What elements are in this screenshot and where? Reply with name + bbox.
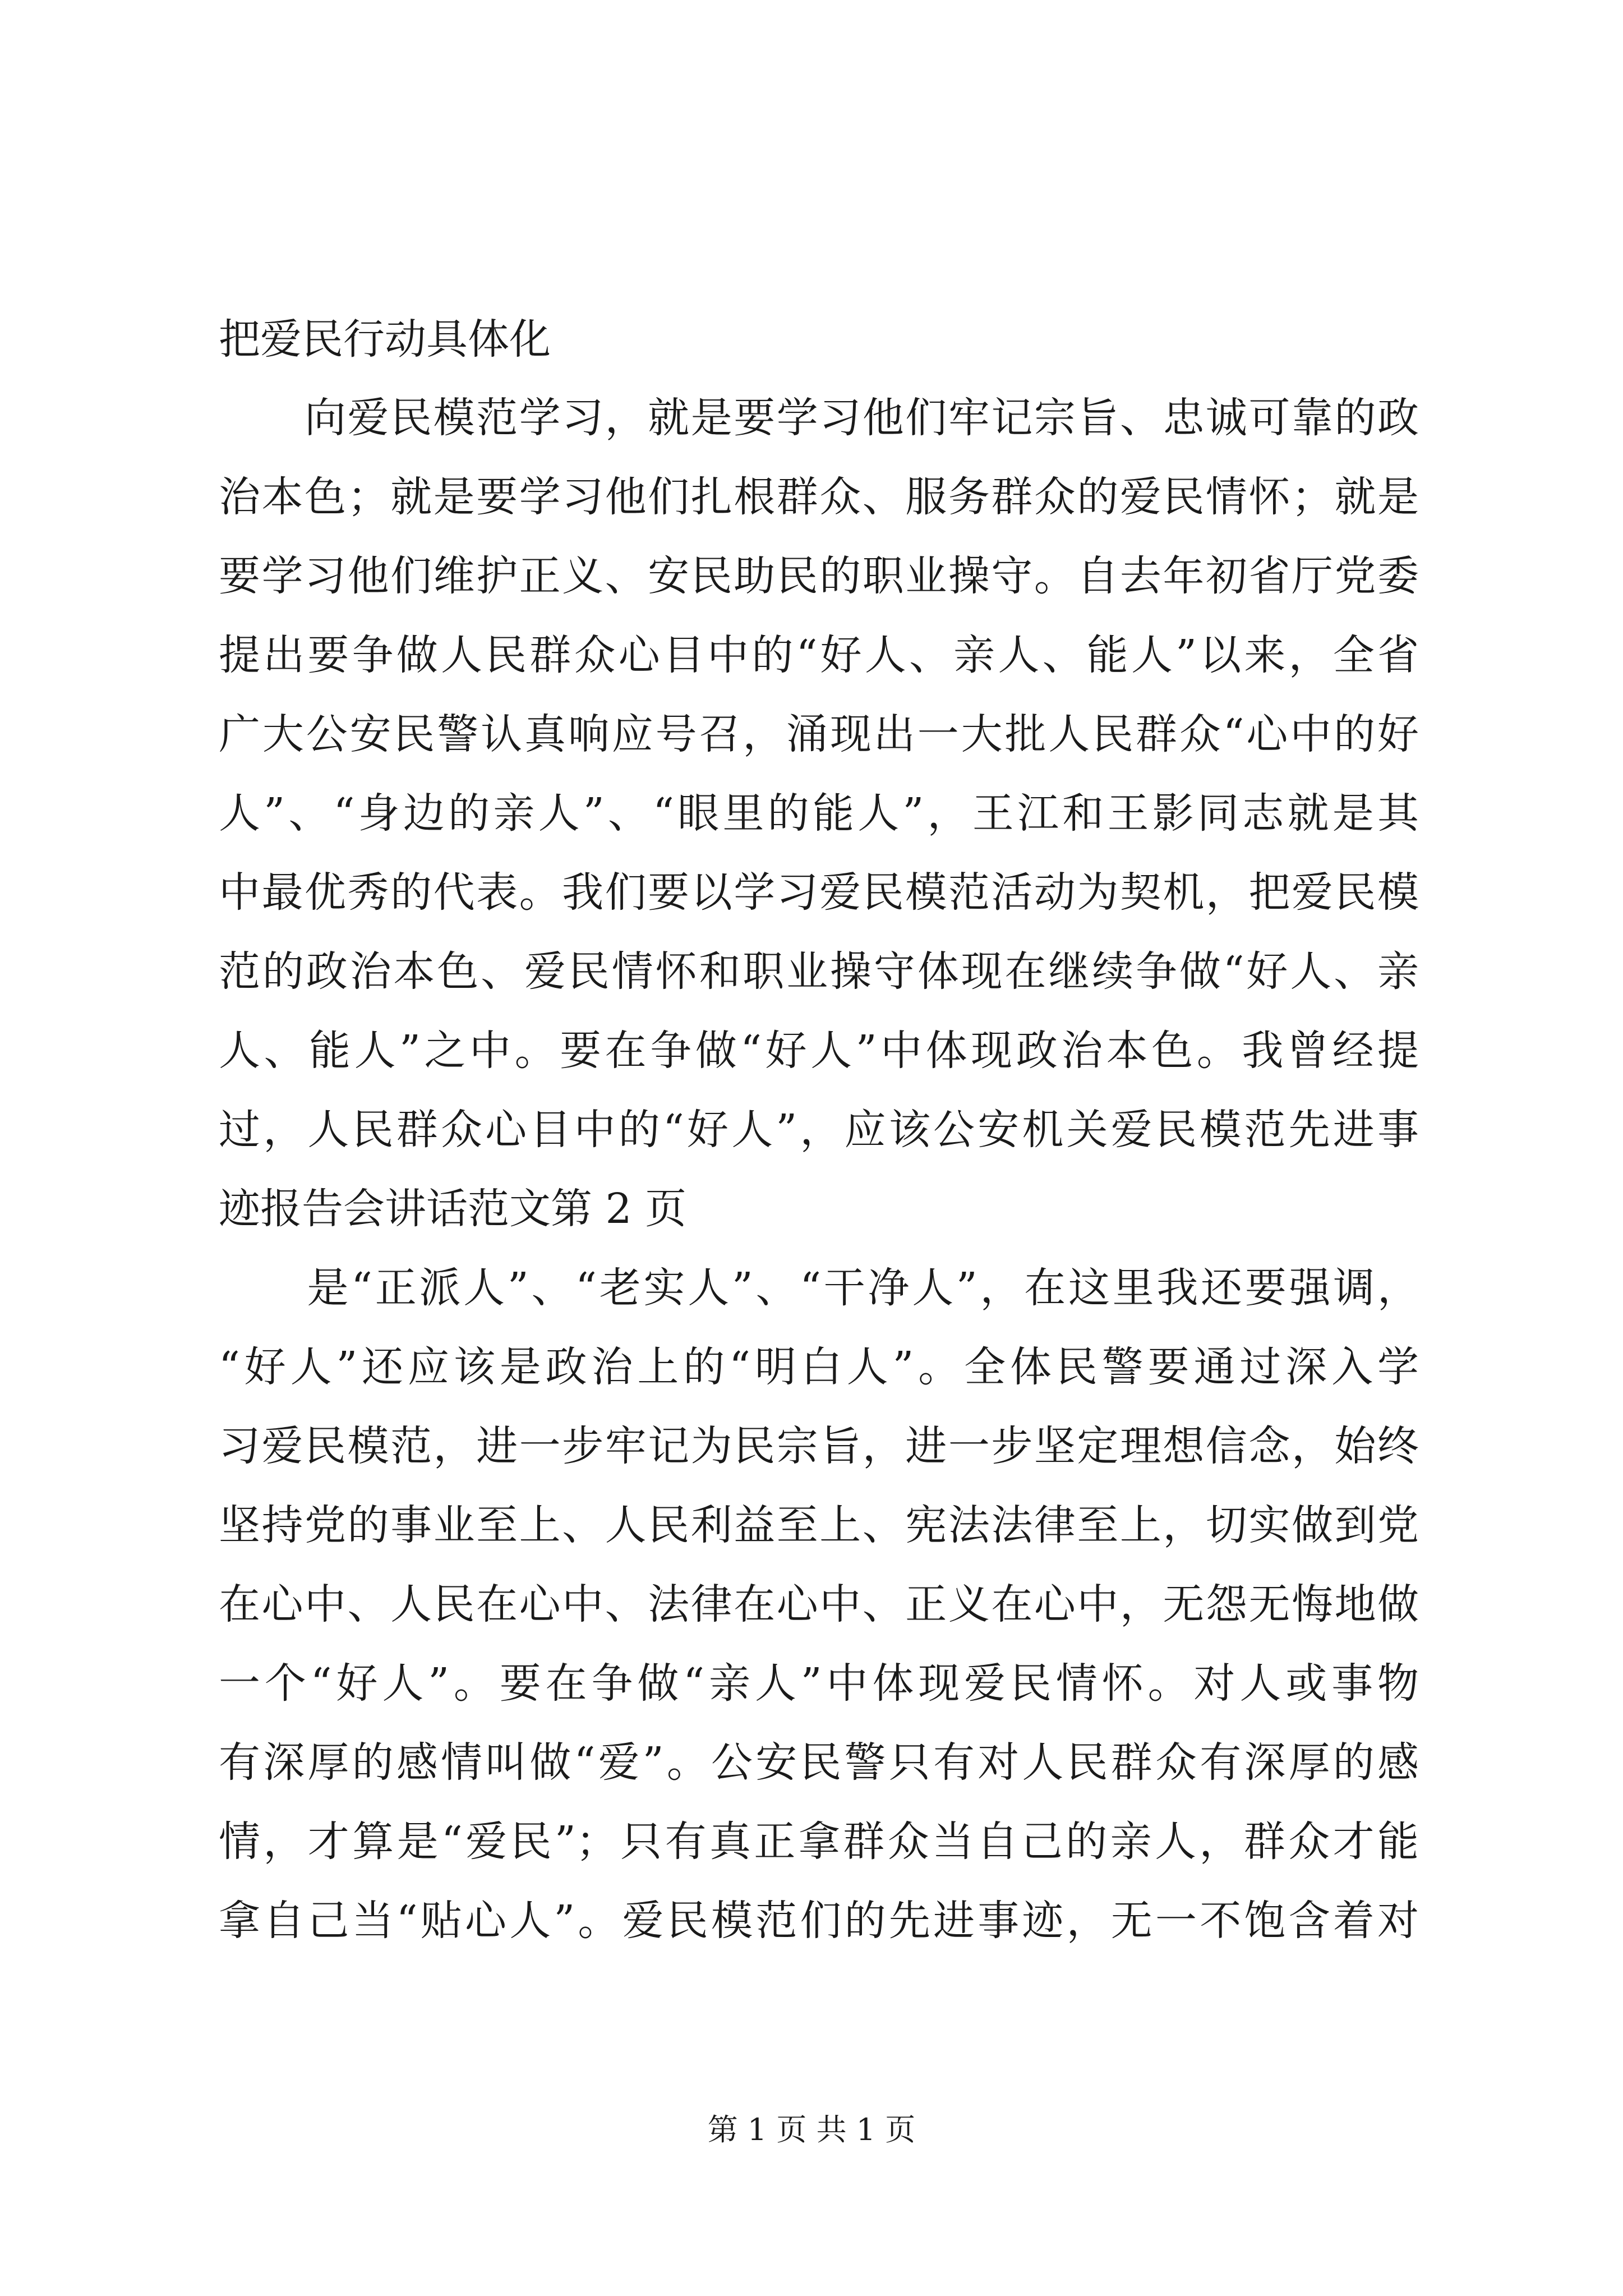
body-line: 要学习他们维护正义、安民助民的职业操守。自去年初省厅党委 [219,552,1419,600]
body-line: “好人”还应该是政治上的“明白人”。全体民警要通过深入学 [219,1343,1419,1391]
page-footer: 第 1 页 共 1 页 [707,2112,916,2147]
body-line: 向爱民模范学习，就是要学习他们牢记宗旨、忠诚可靠的政 [219,394,1419,442]
body-line: 范的政治本色、爱民情怀和职业操守体现在继续争做“好人、亲 [219,947,1419,996]
body-line: 在心中、人民在心中、法律在心中、正义在心中，无怨无悔地做 [219,1580,1419,1628]
body-line: 人”、“身边的亲人”、“眼里的能人”，王江和王影同志就是其 [219,789,1419,838]
body-line: 习爱民模范，进一步牢记为民宗旨，进一步坚定理想信念，始终 [219,1422,1419,1470]
body-line: 治本色；就是要学习他们扎根群众、服务群众的爱民情怀；就是 [219,473,1419,521]
body-line: 中最优秀的代表。我们要以学习爱民模范活动为契机，把爱民模 [219,868,1419,917]
body-line: 是“正派人”、“老实人”、“干净人”，在这里我还要强调， [219,1264,1419,1312]
body-line: 过，人民群众心目中的“好人”，应该公安机关爱民模范先进事 [219,1106,1419,1154]
body-line: 人、能人”之中。要在争做“好人”中体现政治本色。我曾经提 [219,1027,1419,1075]
body-line: 广大公安民警认真响应号召，涌现出一大批人民群众“心中的好 [219,710,1419,758]
body-line: 提出要争做人民群众心目中的“好人、亲人、能人”以来，全省 [219,631,1419,679]
body-line: 坚持党的事业至上、人民利益至上、宪法法律至上，切实做到党 [219,1501,1419,1549]
section-heading: 把爱民行动具体化 [219,315,551,364]
body-line: 一个“好人”。要在争做“亲人”中体现爱民情怀。对人或事物 [219,1659,1419,1708]
document-body [219,300,1419,1961]
body-line: 有深厚的感情叫做“爱”。公安民警只有对人民群众有深厚的感 [219,1738,1419,1787]
body-line: 拿自己当“贴心人”。爱民模范们的先进事迹，无一不饱含着对 [219,1897,1419,1945]
body-line: 迹报告会讲话范文第 2 页 [219,1185,687,1233]
body-line: 情，才算是“爱民”；只有真正拿群众当自己的亲人，群众才能 [219,1818,1419,1866]
